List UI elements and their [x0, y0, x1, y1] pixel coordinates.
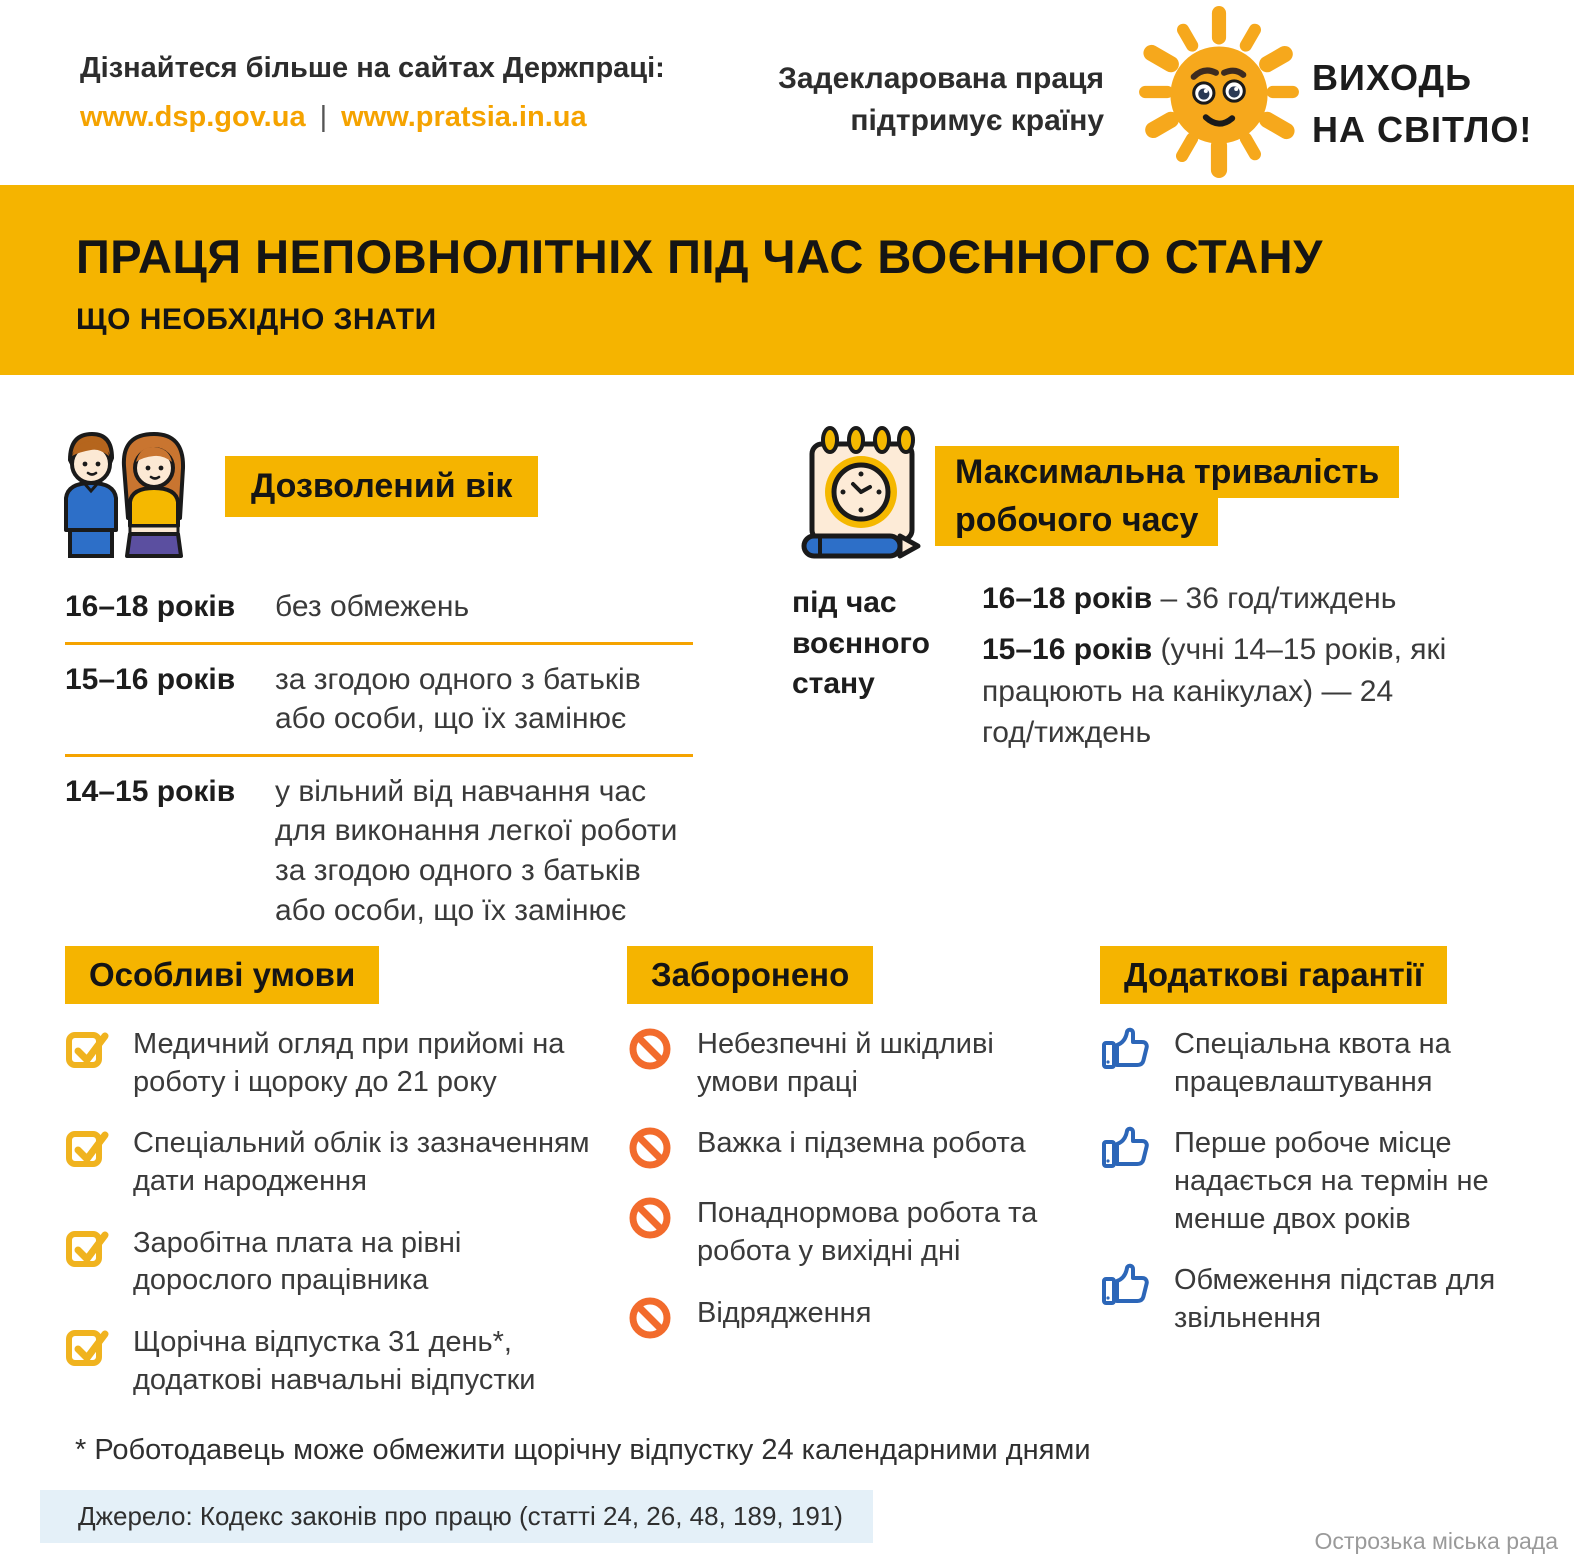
page-subtitle: ЩО НЕОБХІДНО ЗНАТИ — [76, 303, 437, 336]
logo-line2: НА СВІТЛО! — [1312, 109, 1533, 151]
declared-work-slogan — [778, 58, 1104, 142]
age-condition: без обмежень — [275, 590, 470, 623]
links-divider: | — [319, 101, 328, 133]
table-row — [65, 572, 693, 645]
age-bold: 15–16 років — [982, 633, 1153, 667]
special-conditions-list — [65, 1024, 590, 1422]
special-conditions-heading: Особливі умови — [65, 946, 379, 1004]
thumbs-up-icon — [1100, 1026, 1150, 1072]
checkbox-check-icon — [65, 1125, 109, 1169]
checkbox-check-icon — [65, 1324, 109, 1368]
hours-text: – 36 год/тиждень — [1152, 582, 1397, 615]
no-entry-icon — [627, 1026, 673, 1072]
list-item — [627, 1024, 1072, 1101]
list-item — [627, 1123, 1072, 1171]
allowed-age-heading: Дозволений вік — [225, 456, 538, 517]
age-range: 15–16 років — [65, 662, 236, 696]
list-item — [65, 1322, 590, 1399]
list-item-text: Понаднормова робота та робота у вихідні дні — [697, 1197, 1038, 1268]
page-title: ПРАЦЯ НЕПОВНОЛІТНІХ ПІД ЧАС ВОЄННОГО СТАНУ — [76, 230, 1323, 283]
age-range: 14–15 років — [65, 774, 236, 808]
list-item — [1100, 1024, 1550, 1101]
max-hours-heading-line1: Максимальна тривалість — [935, 446, 1399, 498]
list-item — [1100, 1260, 1550, 1337]
link-dsp[interactable]: www.dsp.gov.ua — [80, 101, 306, 133]
hours-text: (учні 14–15 років, які працюють на канікулах) — 24 год/тиждень — [982, 633, 1447, 750]
wartime-label: під час воєнного стану — [792, 586, 930, 700]
title-banner — [0, 185, 1574, 375]
list-item — [1100, 1123, 1550, 1238]
calendar-clock-pencil-icon — [798, 422, 926, 564]
guarantees-list — [1100, 1024, 1550, 1360]
list-item-text: Небезпечні й шкідливі умови праці — [697, 1028, 994, 1098]
list-item-text: Спеціальний облік із зазначенням дати народження — [133, 1127, 590, 1198]
list-item-text: Спеціальна квота на працевлаштування — [1174, 1028, 1451, 1098]
allowed-age-table — [65, 572, 693, 945]
max-hours-items — [982, 578, 1452, 764]
list-item-text: Перше робоче місце надається на термін не менше двох років — [1174, 1127, 1489, 1235]
checkbox-check-icon — [65, 1026, 109, 1070]
age-condition: за згодою одного з батьків або особи, що їх замінює — [275, 662, 641, 736]
max-hours-item-16-18 — [982, 578, 1452, 619]
thumbs-up-icon — [1100, 1262, 1150, 1308]
sun-mascot-logo-icon — [1133, 6, 1305, 178]
list-item — [65, 1123, 590, 1200]
prohibited-list — [627, 1024, 1072, 1363]
logo-line1: ВИХОДЬ — [1312, 57, 1473, 98]
age-range: 16–18 років — [65, 590, 236, 623]
guarantees-heading: Додаткові гарантії — [1100, 946, 1447, 1004]
table-row — [65, 757, 693, 945]
max-hours-heading — [935, 446, 1399, 546]
no-entry-icon — [627, 1125, 673, 1171]
age-condition: у вільний від навчання час для виконання легкої роботи за згодою одного з батьків або особи, що їх замінює — [275, 774, 678, 927]
list-item — [627, 1193, 1072, 1270]
age-bold: 16–18 років — [982, 582, 1153, 615]
list-item-text: Заробітна плата на рівні дорослого працівника — [133, 1226, 462, 1297]
max-hours-item-15-16 — [982, 629, 1452, 753]
max-hours-heading-line2: робочого часу — [935, 494, 1218, 546]
list-item-text: Відрядження — [697, 1296, 872, 1329]
website-links — [80, 101, 665, 134]
declared-line2: підтримує країну — [850, 104, 1104, 137]
header-left — [80, 52, 665, 134]
list-item — [65, 1223, 590, 1300]
table-row — [65, 645, 693, 757]
prohibited-heading: Заборонено — [627, 946, 873, 1004]
watermark-city-council: Острозька міська рада — [1314, 1528, 1558, 1554]
link-pratsia[interactable]: www.pratsia.in.ua — [341, 101, 587, 133]
declared-line1: Задекларована праця — [778, 62, 1104, 95]
list-item — [627, 1293, 1072, 1341]
thumbs-up-icon — [1100, 1125, 1150, 1171]
campaign-logo-text — [1312, 52, 1532, 156]
list-item-text: Обмеження підстав для звільнення — [1174, 1264, 1496, 1335]
vacation-footnote: * Роботодавець може обмежити щорічну відпустку 24 календарними днями — [75, 1434, 1091, 1466]
source-reference: Джерело: Кодекс законів про працю (статті 24, 26, 48, 189, 191) — [40, 1490, 873, 1543]
list-item — [65, 1024, 590, 1101]
no-entry-icon — [627, 1295, 673, 1341]
boy-and-girl-teens-icon — [58, 420, 196, 565]
checkbox-check-icon — [65, 1225, 109, 1269]
list-item-text: Щорічна відпустка 31 день*, додаткові навчальні відпустки — [133, 1326, 536, 1396]
more-info-text: Дізнайтеся більше на сайтах Держпраці: — [80, 52, 665, 84]
list-item-text: Медичний огляд при прийомі на роботу і щороку до 21 року — [133, 1028, 565, 1098]
no-entry-icon — [627, 1195, 673, 1241]
list-item-text: Важка і підземна робота — [697, 1127, 1026, 1160]
